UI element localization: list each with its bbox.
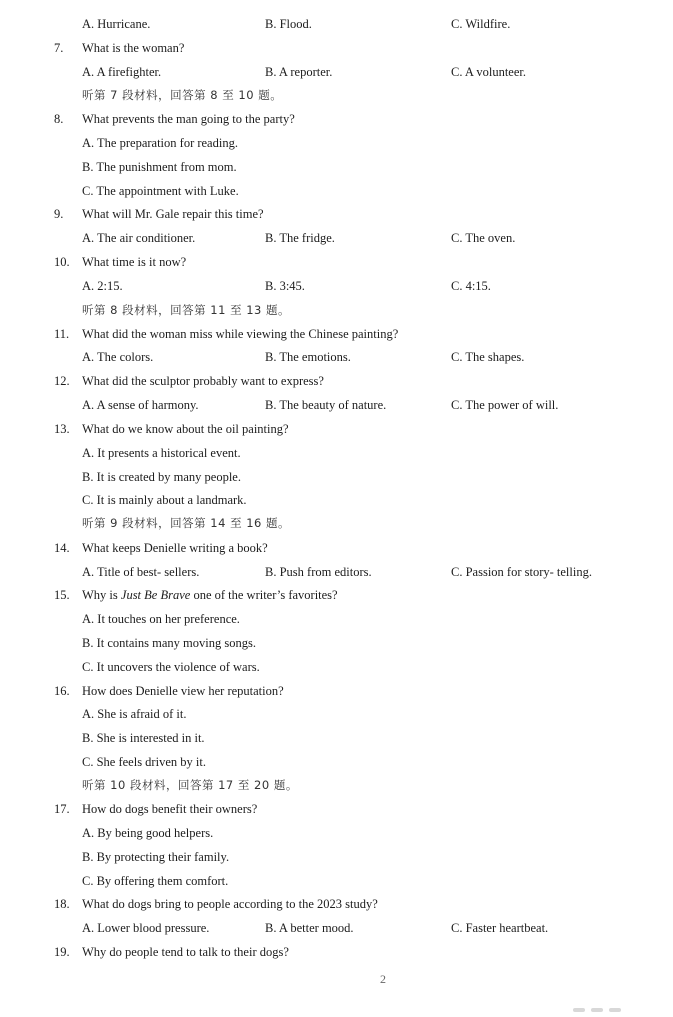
question-number: 9.: [54, 207, 64, 221]
option-c: C. 4:15.: [451, 279, 491, 293]
option-a: A. Lower blood pressure.: [82, 921, 210, 935]
option-text: B. It contains many moving songs.: [82, 636, 256, 650]
option-c: C. Wildfire.: [451, 17, 511, 31]
instruction-text: 听第 7 段材料，回答第 8 至 10 题。: [82, 88, 283, 102]
question-number: 15.: [54, 588, 70, 602]
option-c: C. The shapes.: [451, 350, 525, 364]
instruction-text: 听第 10 段材料，回答第 17 至 20 题。: [82, 778, 298, 792]
question-text: How does Denielle view her reputation?: [82, 684, 284, 698]
question-text: What do we know about the oil painting?: [82, 422, 289, 436]
option-text: B. The punishment from mom.: [82, 160, 237, 174]
option-b: B. The fridge.: [265, 231, 335, 245]
option-text: A. She is afraid of it.: [82, 707, 187, 721]
question-text: [82, 587, 338, 603]
option-text: C. It is mainly about a landmark.: [82, 493, 247, 507]
option-b: B. The beauty of nature.: [265, 398, 387, 412]
option-a: A. The colors.: [82, 350, 154, 364]
option-text: B. She is interested in it.: [82, 731, 205, 745]
question-number: 17.: [54, 802, 70, 816]
option-c: C. The power of will.: [451, 398, 559, 412]
option-c: C. Passion for story- telling.: [451, 565, 592, 579]
question-number: 10.: [54, 255, 70, 269]
question-text: What is the woman?: [82, 41, 185, 55]
option-text: B. It is created by many people.: [82, 470, 241, 484]
question-text: What keeps Denielle writing a book?: [82, 541, 268, 555]
option-c: C. Faster heartbeat.: [451, 921, 549, 935]
question-text-pre: Why is: [82, 588, 121, 602]
question-text: What do dogs bring to people according to the 2023 study?: [82, 897, 378, 911]
option-text: C. She feels driven by it.: [82, 755, 206, 769]
question-number: 8.: [54, 112, 64, 126]
option-b: B. A better mood.: [265, 921, 354, 935]
question-number: 7.: [54, 41, 64, 55]
option-c: C. The oven.: [451, 231, 516, 245]
option-text: A. The preparation for reading.: [82, 136, 238, 150]
question-text: What prevents the man going to the party?: [82, 112, 295, 126]
option-text: C. It uncovers the violence of wars.: [82, 660, 260, 674]
option-b: B. Flood.: [265, 17, 312, 31]
instruction-text: 听第 8 段材料，回答第 11 至 13 题。: [82, 303, 291, 317]
option-a: A. A sense of harmony.: [82, 398, 199, 412]
question-number: 12.: [54, 374, 70, 388]
question-text: What will Mr. Gale repair this time?: [82, 207, 264, 221]
page-number: 2: [380, 972, 386, 986]
option-a: A. The air conditioner.: [82, 231, 196, 245]
question-text: What did the woman miss while viewing the Chinese painting?: [82, 327, 399, 341]
question-text: Why do people tend to talk to their dogs?: [82, 945, 289, 959]
option-text: C. The appointment with Luke.: [82, 184, 239, 198]
option-a: A. 2:15.: [82, 279, 123, 293]
instruction-text: 听第 9 段材料，回答第 14 至 16 题。: [82, 516, 291, 530]
option-text: B. By protecting their family.: [82, 850, 230, 864]
option-b: B. Push from editors.: [265, 565, 372, 579]
question-text: What time is it now?: [82, 255, 187, 269]
option-b: B. The emotions.: [265, 350, 351, 364]
question-text-post: one of the writer’s favorites?: [190, 588, 338, 602]
question-number: 14.: [54, 541, 70, 555]
option-b: B. A reporter.: [265, 65, 333, 79]
corner-marks: [573, 999, 633, 1005]
book-title: Just Be Brave: [120, 588, 191, 602]
option-text: C. By offering them comfort.: [82, 874, 229, 888]
option-text: A. It presents a historical event.: [82, 446, 241, 460]
option-a: A. A firefighter.: [82, 65, 162, 79]
option-a: A. Hurricane.: [82, 17, 151, 31]
option-b: B. 3:45.: [265, 279, 305, 293]
question-number: 13.: [54, 422, 70, 436]
option-c: C. A volunteer.: [451, 65, 526, 79]
question-number: 16.: [54, 684, 70, 698]
question-number: 19.: [54, 945, 70, 959]
question-number: 11.: [54, 327, 70, 341]
option-text: A. It touches on her preference.: [82, 612, 240, 626]
option-a: A. Title of best- sellers.: [82, 565, 200, 579]
option-text: A. By being good helpers.: [82, 826, 214, 840]
question-text: How do dogs benefit their owners?: [82, 802, 258, 816]
question-text: What did the sculptor probably want to express?: [82, 374, 324, 388]
question-number: 18.: [54, 897, 70, 911]
